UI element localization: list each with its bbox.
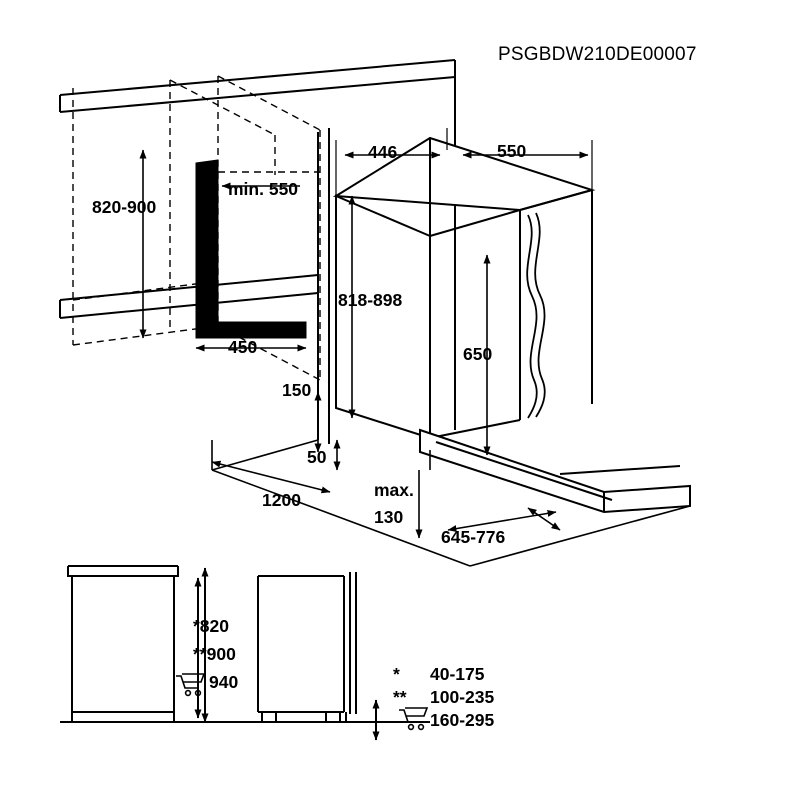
dim-min-niche-depth: min. 550 bbox=[228, 179, 299, 199]
dim-appliance-height: 818-898 bbox=[338, 290, 403, 310]
legend-marker-star: * bbox=[393, 664, 400, 684]
dim-150: 150 bbox=[282, 380, 312, 400]
bottom-right-view bbox=[258, 572, 376, 740]
dim-door-open-depth: 645-776 bbox=[441, 527, 506, 547]
open-door-panel bbox=[420, 430, 690, 512]
legend-value-cart: 160-295 bbox=[430, 710, 495, 730]
bottom-height-double-star: **900 bbox=[193, 644, 236, 664]
dim-niche-450: 450 bbox=[228, 337, 258, 357]
legend-value-star: 40-175 bbox=[430, 664, 485, 684]
legend-value-double-star: 100-235 bbox=[430, 687, 495, 707]
dim-50: 50 bbox=[307, 447, 327, 467]
bottom-left-view bbox=[60, 566, 430, 722]
dim-1200: 1200 bbox=[262, 490, 301, 510]
dim-top-446: 446 bbox=[368, 142, 398, 162]
dim-top-550: 550 bbox=[497, 141, 527, 161]
model-code-label: PSGBDW210DE00007 bbox=[498, 44, 697, 65]
dim-max-130: 130 bbox=[374, 507, 404, 527]
legend-marker-double-star: ** bbox=[393, 687, 407, 707]
dim-door-650: 650 bbox=[463, 344, 493, 364]
dim-cabinet-height: 820-900 bbox=[92, 197, 157, 217]
bottom-height-cart: 940 bbox=[209, 672, 239, 692]
bottom-height-star: *820 bbox=[193, 616, 230, 636]
dim-max-label: max. bbox=[374, 480, 414, 500]
appliance-body bbox=[336, 138, 592, 438]
